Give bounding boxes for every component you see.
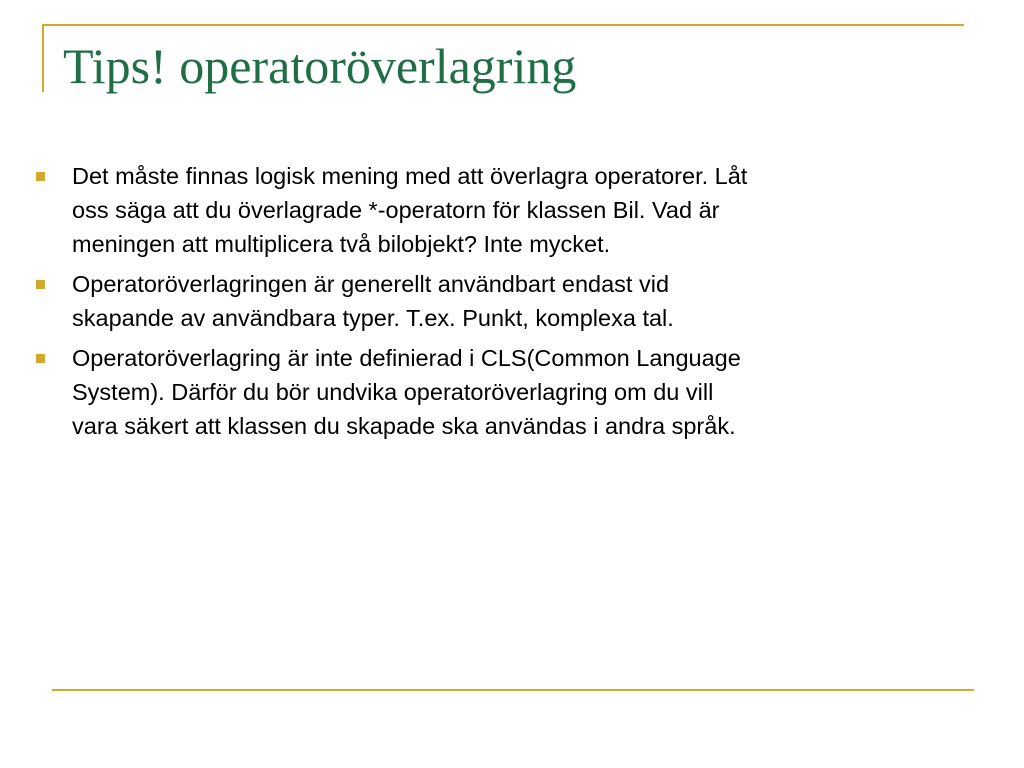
bullet-line: vara säkert att klassen du skapade ska användas i andra språk. xyxy=(72,413,736,439)
bullet-text xyxy=(72,159,936,261)
bullet-line: skapande av användbara typer. T.ex. Punkt, komplexa tal. xyxy=(72,305,674,331)
bottom-rule xyxy=(52,689,974,691)
bullet-line: System). Därför du bör undvika operatoröverlagring om du vill xyxy=(72,379,714,405)
left-rule xyxy=(42,24,44,92)
top-rule xyxy=(42,24,964,26)
bullet-line: Operatoröverlagringen är generellt användbart endast vid xyxy=(72,271,670,297)
bullet-item xyxy=(36,267,936,335)
bullet-item xyxy=(36,159,936,261)
bullet-text xyxy=(72,267,936,335)
bullet-line: oss säga att du överlagrade *-operatorn för klassen Bil. Vad är xyxy=(72,197,720,223)
bullet-text xyxy=(72,341,936,443)
square-bullet-icon xyxy=(36,172,45,181)
bullet-list xyxy=(36,159,936,449)
slide-title: Tips! operatoröverlagring xyxy=(63,38,577,94)
bullet-line: Operatoröverlagring är inte definierad i CLS(Common Language xyxy=(72,345,741,371)
square-bullet-icon xyxy=(36,354,45,363)
bullet-line: meningen att multiplicera två bilobjekt? Inte mycket. xyxy=(72,231,611,257)
square-bullet-icon xyxy=(36,280,45,289)
bullet-line: Det måste finnas logisk mening med att överlagra operatorer. Låt xyxy=(72,163,748,189)
bullet-item xyxy=(36,341,936,443)
